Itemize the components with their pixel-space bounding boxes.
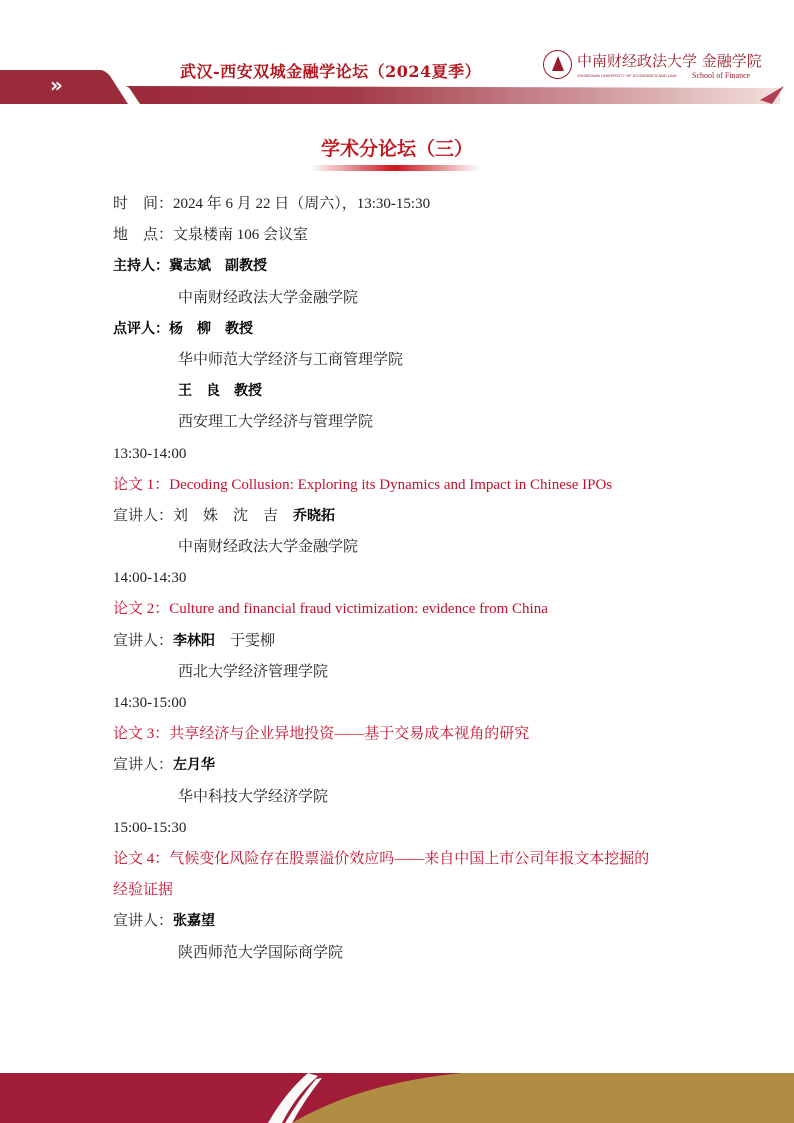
schedule-line — [113, 537, 733, 568]
line-text: 王 良 教授 — [178, 383, 262, 400]
line-text: 中南财经政法大学金融学院 — [178, 539, 359, 556]
page-title: 学术分论坛（三） — [320, 138, 473, 160]
line-label: 时 间： — [113, 196, 174, 212]
footer-band — [0, 1073, 794, 1123]
schedule-line — [113, 849, 733, 880]
line-text: 陕西师范大学国际商学院 — [178, 944, 344, 961]
schedule-line — [113, 381, 733, 412]
schedule-line — [113, 319, 733, 350]
line-label: 宣讲人： — [113, 632, 174, 649]
line-text: 论文 1：Decoding Collusion: Exploring its Dynamics and Impact in Chinese IPOs — [113, 476, 613, 493]
schedule-line — [113, 194, 733, 225]
line-text: 2024 年 6 月 22 日（周六），13:30-15:30 — [173, 196, 431, 212]
line-label: 主持人： — [113, 258, 169, 275]
line-text: 论文 4：气候变化风险存在股票溢价效应吗——来自中国上市公司年报文本挖掘的 — [113, 850, 650, 867]
line-text: 华中科技大学经济学院 — [178, 788, 329, 805]
line-label: 宣讲人： — [113, 757, 174, 774]
line-text: 杨 柳 教授 — [169, 320, 253, 337]
line-text: 华中师范大学经济与工商管理学院 — [178, 351, 404, 368]
schedule-line — [113, 724, 733, 755]
chevron-right-icon: » — [50, 73, 59, 97]
schedule-line — [113, 568, 733, 599]
line-text: 15:00-15:30 — [113, 819, 187, 836]
line-text: 论文 3：共享经济与企业异地投资——基于交易成本视角的研究 — [113, 726, 530, 743]
schedule-line — [113, 911, 733, 942]
schedule-line — [113, 444, 733, 475]
schedule-line — [113, 755, 733, 786]
line-text: 中南财经政法大学金融学院 — [178, 289, 359, 306]
line-text: 论文 2：Culture and financial fraud victimization: evidence from China — [113, 601, 548, 618]
line-text: 张嘉望 — [173, 913, 216, 930]
line-text: 乔晓拓 — [293, 507, 336, 524]
schedule-line — [113, 662, 733, 693]
line-text: 经验证据 — [113, 882, 174, 899]
schedule-line — [113, 943, 733, 974]
line-label: 地 点： — [113, 227, 174, 244]
line-label: 宣讲人： — [113, 913, 174, 930]
schedule-line — [113, 506, 733, 537]
line-text: 冀志斌 副教授 — [169, 258, 267, 275]
schedule-line — [113, 693, 733, 724]
line-text: 左月华 — [173, 757, 216, 774]
schedule-line — [113, 412, 733, 443]
line-label: 点评人： — [113, 320, 169, 337]
schedule-line — [113, 599, 733, 630]
line-text: 西安理工大学经济与管理学院 — [178, 414, 374, 431]
header-title: 武汉-西安双城金融学论坛（2024夏季） — [180, 62, 482, 81]
line-text: 14:30-15:00 — [113, 695, 187, 711]
line-text: 西北大学经济管理学院 — [178, 663, 329, 680]
schedule-line — [113, 288, 733, 319]
logo-chinese-name: 中南财经政法大学 金融学院 — [577, 52, 762, 70]
university-seal-icon — [543, 50, 572, 79]
logo-english-university: ZHONGNAN UNIVERSITY OF ECONOMICS AND LAW — [577, 73, 677, 78]
schedule-line — [113, 787, 733, 818]
line-text: 李林阳 — [173, 632, 216, 649]
schedule-body — [113, 194, 733, 974]
line-text: 13:30-14:00 — [113, 445, 187, 462]
schedule-line — [113, 225, 733, 256]
schedule-line — [113, 256, 733, 287]
university-logo — [543, 50, 763, 84]
logo-english-school: School of Finance — [692, 71, 751, 80]
line-label: 宣讲人： — [113, 507, 174, 524]
line-text: 于雯柳 — [215, 632, 276, 649]
line-text: 刘 姝 沈 吉 — [173, 507, 294, 524]
schedule-line — [113, 475, 733, 506]
schedule-line — [113, 818, 733, 849]
schedule-line — [113, 350, 733, 381]
schedule-line — [113, 631, 733, 662]
title-underline — [310, 165, 480, 171]
schedule-line — [113, 880, 733, 911]
line-text: 文泉楼南 106 会议室 — [173, 227, 309, 244]
line-text: 14:00-14:30 — [113, 570, 187, 587]
